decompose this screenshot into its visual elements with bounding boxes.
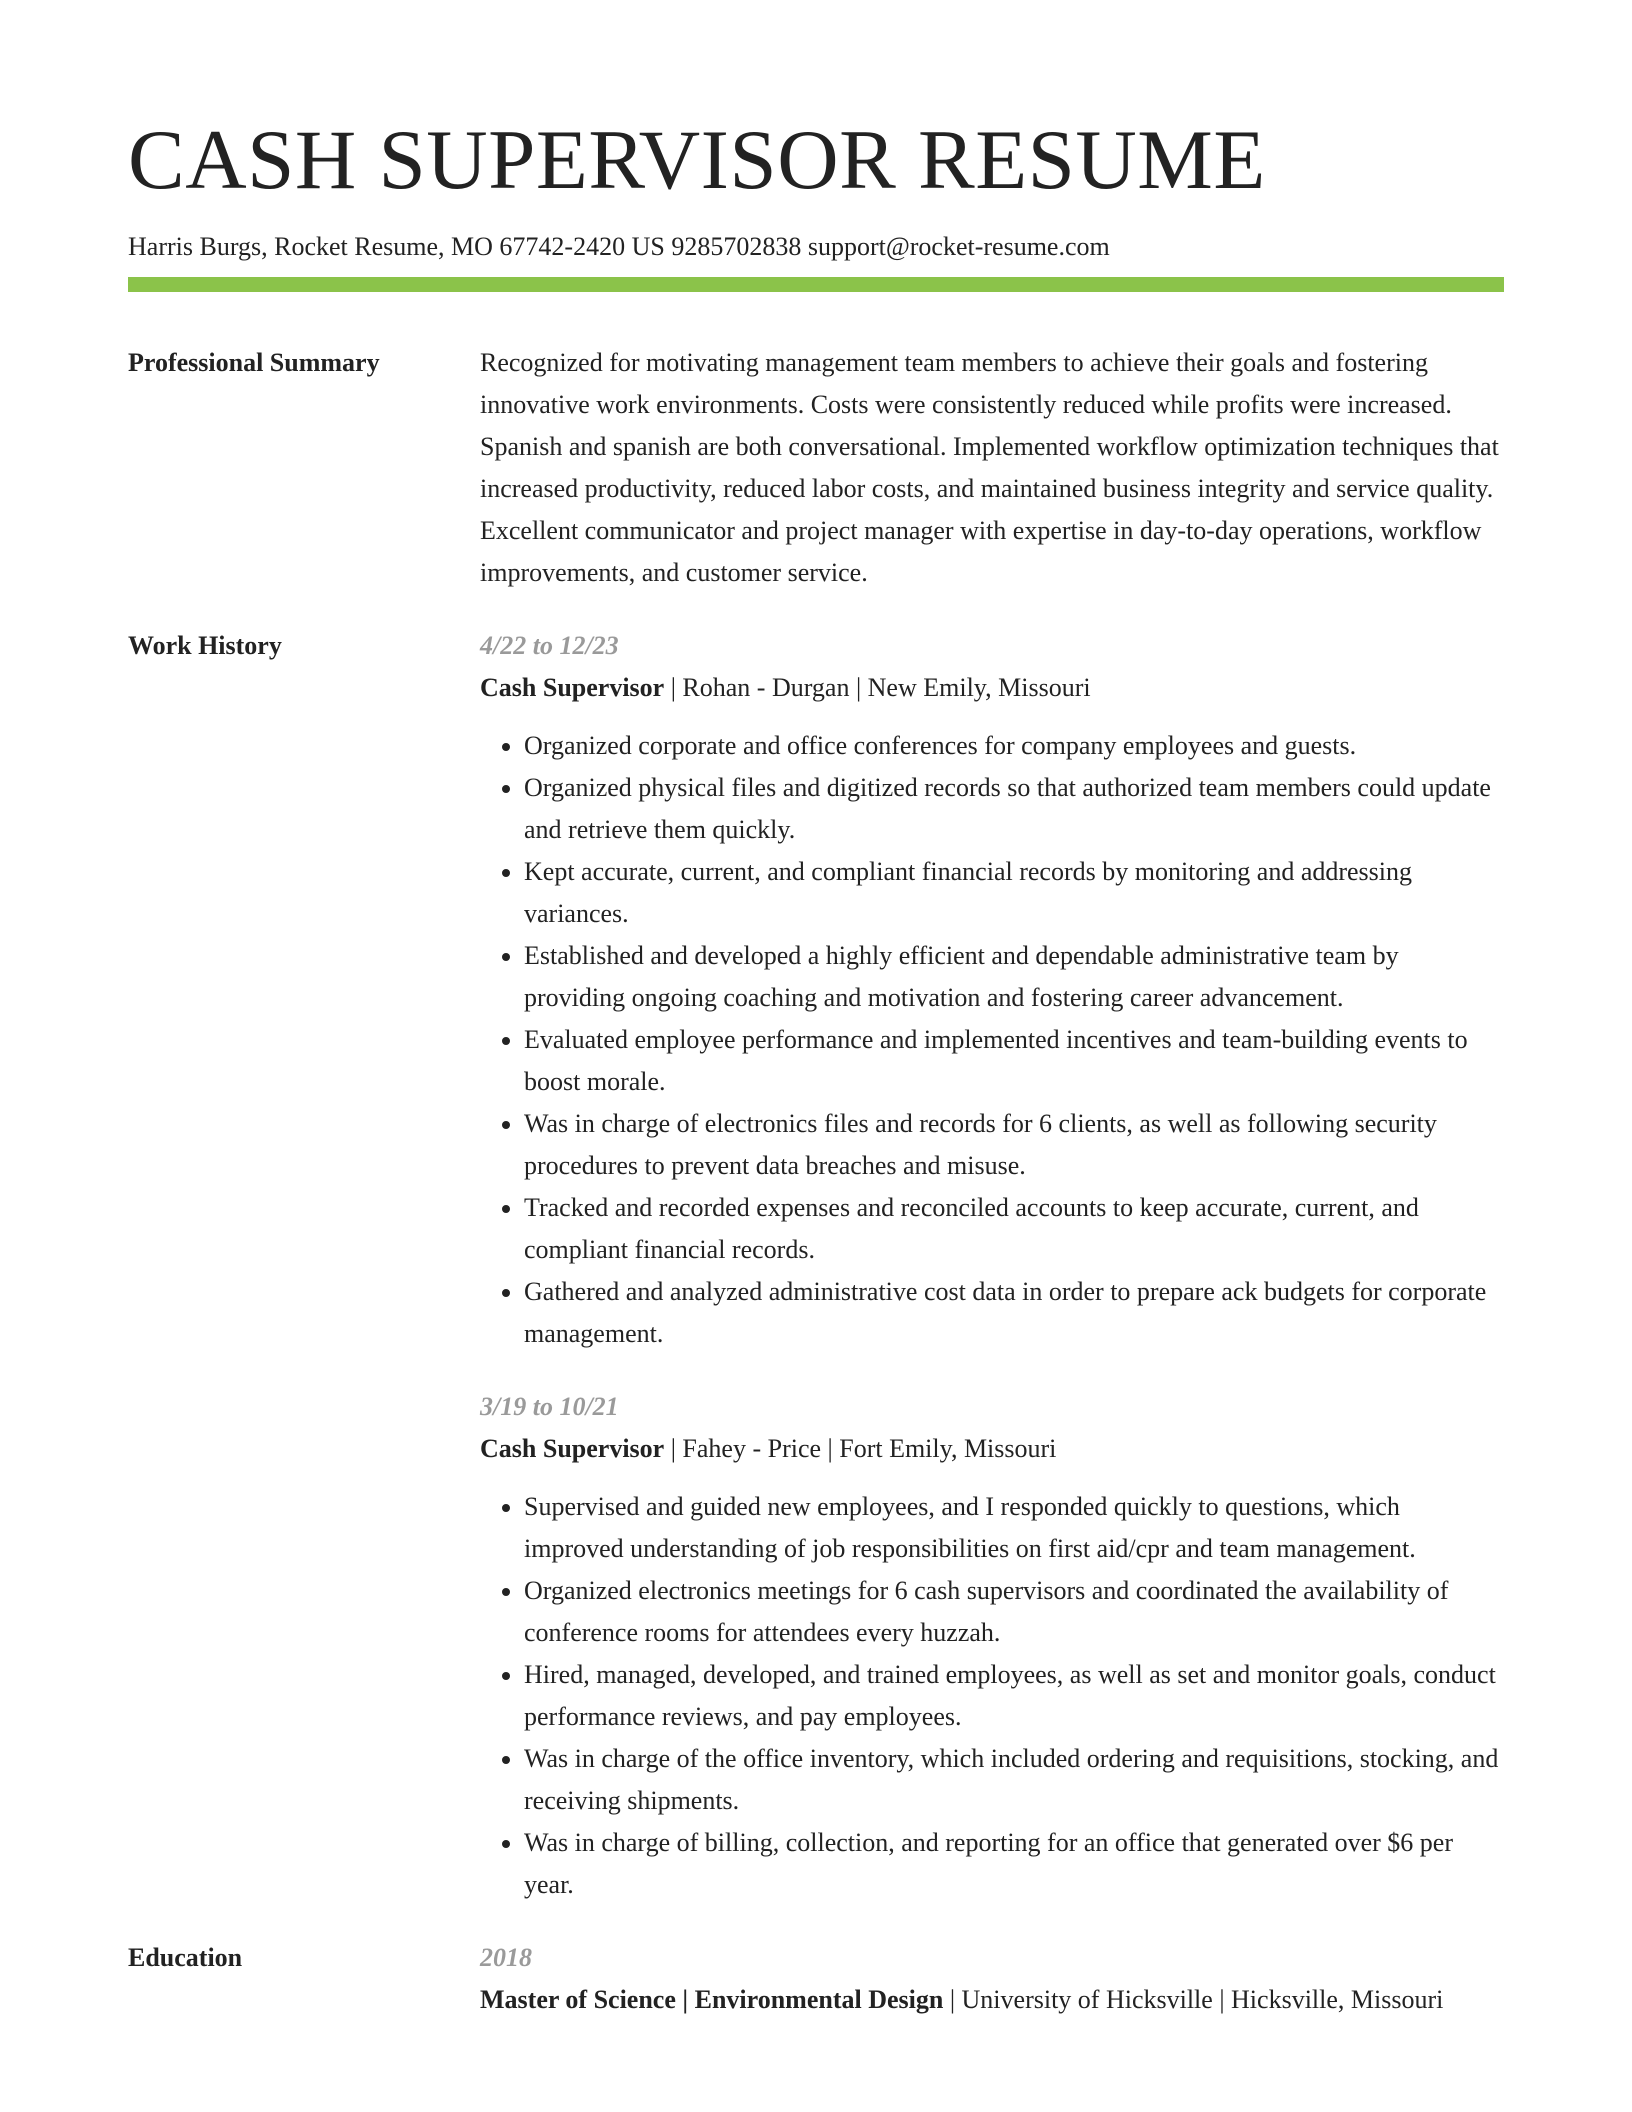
job-title: Cash Supervisor bbox=[480, 673, 665, 702]
list-item: • Gathered and analyzed administrative cost data in order to prepare ack budgets for corporate management. bbox=[524, 1271, 1504, 1355]
list-item: • Was in charge of billing, collection, and reporting for an office that generated over $6 per year. bbox=[524, 1822, 1504, 1906]
accent-divider bbox=[128, 277, 1504, 292]
education-entry bbox=[480, 1937, 1504, 2021]
resume-title: CASH SUPERVISOR RESUME bbox=[128, 113, 1266, 207]
work-history-section bbox=[128, 625, 1504, 1906]
list-item: • Tracked and recorded expenses and reconciled accounts to keep accurate, current, and compliant financial records. bbox=[524, 1187, 1504, 1271]
education-section bbox=[128, 1937, 1504, 2021]
job-dates: 4/22 to 12/23 bbox=[480, 631, 619, 660]
school-location: | University of Hicksville | Hicksville, Missouri bbox=[943, 1985, 1444, 2014]
degree: Master of Science | Environmental Design bbox=[480, 1985, 944, 2014]
list-item: • Organized physical files and digitized records so that authorized team members could update and retrieve them quickly. bbox=[524, 767, 1504, 851]
job-employer-location: | Fahey - Price | Fort Emily, Missouri bbox=[664, 1434, 1057, 1463]
section-label-work-history: Work History bbox=[128, 631, 282, 660]
list-item: • Hired, managed, developed, and trained employees, as well as set and monitor goals, conduct performance reviews, and pay employees. bbox=[524, 1654, 1504, 1738]
list-item: • Was in charge of the office inventory, which included ordering and requisitions, stocking, and receiving shipments. bbox=[524, 1738, 1504, 1822]
professional-summary-section bbox=[128, 342, 1504, 594]
job-dates: 3/19 to 10/21 bbox=[480, 1392, 619, 1421]
list-item: • Kept accurate, current, and compliant financial records by monitoring and addressing variances. bbox=[524, 851, 1504, 935]
list-item: • Supervised and guided new employees, and I responded quickly to questions, which improved understanding of job responsibilities on first aid/cpr and team management. bbox=[524, 1486, 1504, 1570]
list-item: • Organized corporate and office conferences for company employees and guests. bbox=[524, 725, 1504, 767]
resume-page bbox=[128, 113, 1504, 2021]
job-heading bbox=[480, 1428, 1504, 1470]
job-heading bbox=[480, 667, 1504, 709]
education-year: 2018 bbox=[480, 1943, 532, 1972]
list-item: • Organized electronics meetings for 6 cash supervisors and coordinated the availability of conference rooms for attendees every huzzah. bbox=[524, 1570, 1504, 1654]
job-bullets bbox=[480, 1486, 1504, 1906]
job-bullets bbox=[480, 725, 1504, 1355]
section-label-summary: Professional Summary bbox=[128, 348, 380, 377]
contact-line: Harris Burgs, Rocket Resume, MO 67742-2420 US 9285702838 support@rocket-resume.com bbox=[128, 232, 1110, 261]
job-employer-location: | Rohan - Durgan | New Emily, Missouri bbox=[664, 673, 1091, 702]
education-heading bbox=[480, 1979, 1504, 2021]
summary-text: Recognized for motivating management team members to achieve their goals and fostering innovative work environments. Costs were consistently reduced while profits were increased. Spanish and spanish are both conversational. Implemented workflow optimization techniques that increased productivity, reduced labor costs, and maintained business integrity and service quality. Excellent communicator and project manager with expertise in day-to-day operations, workflow improvements, and customer service. bbox=[480, 348, 1499, 587]
section-label-education: Education bbox=[128, 1943, 243, 1972]
list-item: • Evaluated employee performance and implemented incentives and team-building events to boost morale. bbox=[524, 1019, 1504, 1103]
list-item: • Established and developed a highly efficient and dependable administrative team by providing ongoing coaching and motivation and fostering career advancement. bbox=[524, 935, 1504, 1019]
job-title: Cash Supervisor bbox=[480, 1434, 665, 1463]
job-entry bbox=[480, 625, 1504, 1355]
job-entry bbox=[480, 1386, 1504, 1906]
list-item: • Was in charge of electronics files and records for 6 clients, as well as following security procedures to prevent data breaches and misuse. bbox=[524, 1103, 1504, 1187]
